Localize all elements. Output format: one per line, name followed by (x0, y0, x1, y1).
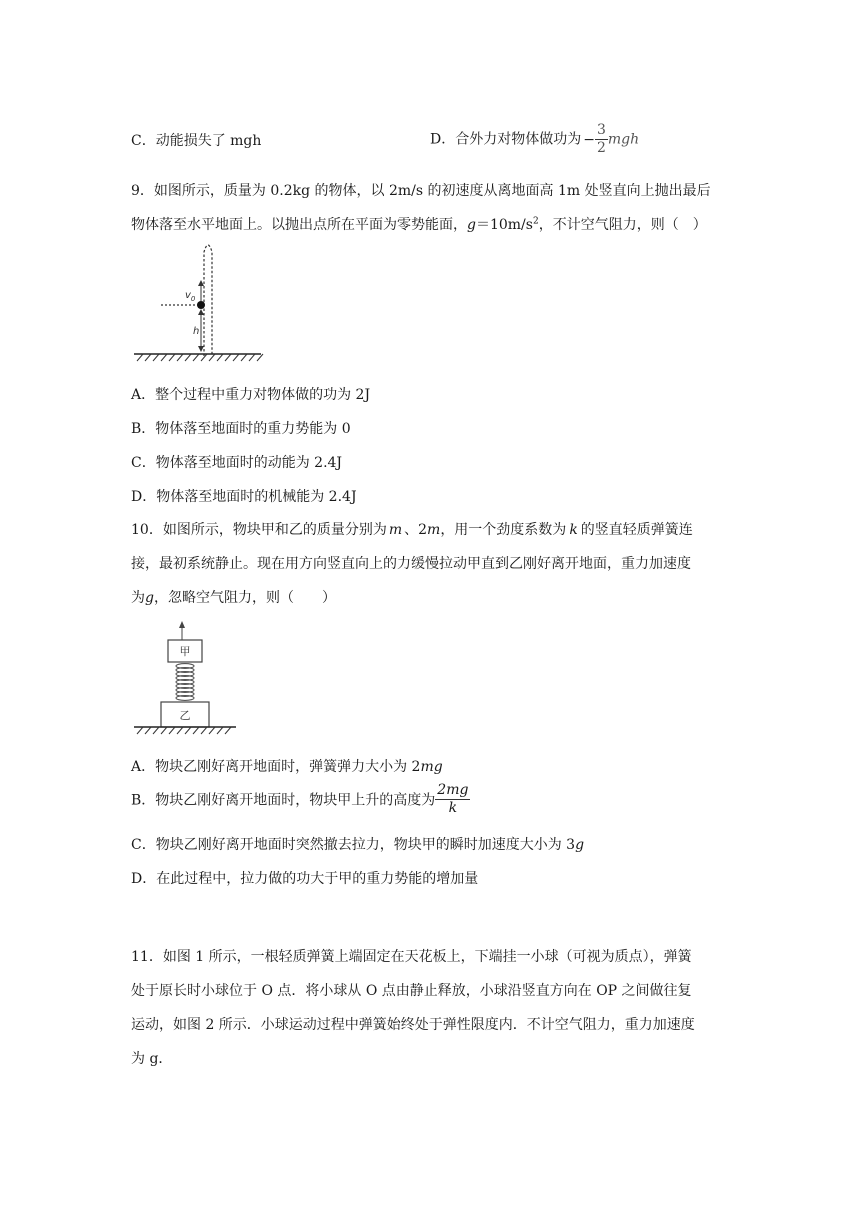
q10-ground-hatch (137, 727, 231, 734)
q10-option-b-fraction (435, 782, 470, 817)
q10-stem-end: 的竖直轻质弹簧连 (580, 522, 693, 538)
q9-height-arrow-top (198, 309, 204, 315)
q10-stem-line2: 接，最初系统静止。现在用方向竖直向上的力缓慢拉动甲直到乙刚好离开地面，重力加速度 (131, 556, 691, 572)
q9-stem-line2 (131, 214, 707, 234)
q8-option-d-fraction (595, 122, 608, 157)
q9-stem-tail: ，不计空气阻力，则（ ） (538, 217, 707, 233)
q10-option-a-mg: mg (420, 759, 443, 775)
q10-option-b-denominator: k (448, 800, 458, 816)
q11-line3: 运动，如图 2 所示．小球运动过程中弹簧始终处于弹性限度内．不计空气阻力，重力加速度 (131, 1017, 695, 1033)
q10-stem-m: m (388, 522, 403, 538)
q9-stem-line1: 9．如图所示，质量为 0.2kg 的物体，以 2m/s 的初速度从离地面高 1m 处竖直向上抛出最后 (131, 183, 711, 199)
q9-label-h: h (193, 326, 200, 337)
q10-stem-g: g (145, 590, 154, 606)
q10-option-b (131, 782, 470, 817)
q9-height-arrow-bottom (198, 346, 204, 352)
q10-option-c-text: C．物块乙刚好离开地面时突然撤去拉力，物块甲的瞬时加速度大小为 3 (131, 837, 576, 853)
q10-block-top-label: 甲 (179, 645, 191, 658)
q9-option-b: B．物体落至地面时的重力势能为 0 (131, 421, 351, 437)
q9-velocity-arrowhead (198, 280, 204, 286)
q8-option-d-mgh: mgh (607, 131, 640, 148)
q10-stem-2m: m (427, 522, 441, 538)
q10-option-b-numerator: 2mg (437, 782, 469, 798)
q9-option-d: D．物体落至地面时的机械能为 2.4J (131, 489, 357, 505)
q10-stem-text: 10．如图所示，物块甲和乙的质量分别为 (131, 522, 387, 538)
q9-stem-text: 物体落至水平地面上。以抛出点所在平面为零势能面， (131, 217, 467, 233)
q9-throw-figure (131, 244, 266, 364)
q9-ball (197, 301, 205, 309)
q10-option-a-text: A．物块乙刚好离开地面时，弹簧弹力大小为 2 (131, 759, 421, 775)
q9-stem-g-value: ＝10m/s (475, 217, 533, 233)
q11-line2: 处于原长时小球位于 O 点．将小球从 O 点由静止释放，小球沿竖直方向在 OP 之间做往复 (131, 983, 692, 999)
q10-spring (176, 664, 194, 701)
q10-stem-line3-a: 为 (131, 590, 145, 606)
q10-option-c-g: g (575, 837, 585, 853)
q9-option-c: C．物体落至地面时的动能为 2.4J (131, 455, 343, 471)
q10-stem-line3 (131, 587, 336, 607)
q10-option-c (131, 834, 584, 854)
q10-stem-sep: 、2 (404, 522, 428, 538)
q9-trajectory (204, 245, 212, 356)
q9-option-a: A．整个过程中重力对物体做的功为 2J (131, 387, 371, 403)
q9-stem-g: g (467, 217, 476, 233)
q9-ground-hatch (137, 354, 263, 361)
q9-label-v: v (185, 290, 191, 301)
q11-line4: 为 g． (131, 1051, 173, 1067)
q10-block-bottom-label: 乙 (179, 709, 191, 722)
q10-option-b-text: B．物块乙刚好离开地面时，物块甲上升的高度为 (131, 792, 436, 809)
q10-option-d: D．在此过程中，拉力做的功大于甲的重力势能的增加量 (131, 871, 479, 887)
q8-option-d-sign: − (583, 131, 595, 148)
q9-label-v-sub: 0 (190, 295, 196, 303)
q11-line1: 11．如图 1 所示，一根轻质弹簧上端固定在天花板上，下端挂一小球（可视为质点），弹簧 (131, 949, 692, 965)
q10-stem-line1 (131, 519, 693, 539)
q8-option-c: C．动能损失了 mgh (131, 133, 262, 149)
q10-stem-line3-b: ，忽略空气阻力，则（ ） (153, 590, 336, 606)
q8-option-d-text: D．合外力对物体做功为 (430, 131, 582, 148)
q10-stem-mid: ，用一个劲度系数为 (440, 522, 567, 538)
q8-option-d-denominator: 2 (596, 140, 606, 156)
q9-label-v0 (185, 290, 196, 303)
q10-stem-k: k (569, 522, 578, 538)
q10-option-a (131, 756, 443, 776)
q10-spring-figure (131, 618, 241, 738)
q10-force-arrowhead (179, 621, 185, 628)
q8-option-d (430, 122, 639, 157)
q8-option-d-numerator: 3 (596, 122, 606, 138)
q9-stem-superscript: 2 (532, 216, 539, 227)
